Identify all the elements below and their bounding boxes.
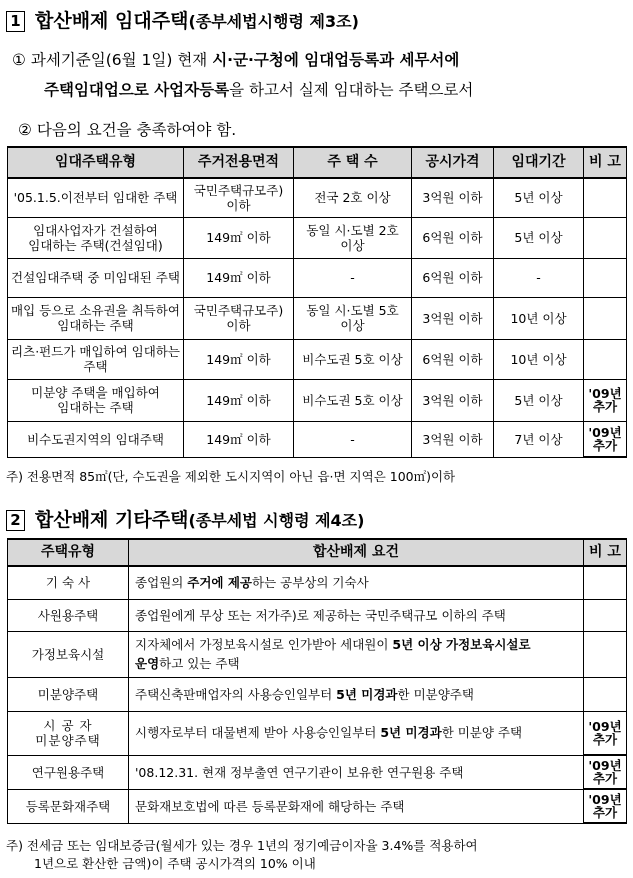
rental-housing-table xyxy=(7,146,627,458)
t1-cell-price: 3억원 이하 xyxy=(412,379,494,421)
para1-text-d: 을 하고서 실제 임대하는 주택으로서 xyxy=(229,81,474,99)
t1-cell-period: 7년 이상 xyxy=(494,421,584,457)
t2-cell-type: 등록문화재주택 xyxy=(8,789,129,823)
t1-cell-price: 6억원 이하 xyxy=(412,258,494,297)
table-row xyxy=(8,339,627,379)
t1-header-note: 비 고 xyxy=(584,147,627,178)
section2-title xyxy=(6,505,364,532)
t1-cell-area: 149㎡ 이하 xyxy=(184,217,294,258)
section1-law-ref: (종부세법시행령 제3조) xyxy=(188,12,359,31)
t1-cell-note xyxy=(584,297,627,339)
t1-cell-count: - xyxy=(294,258,412,297)
t1-header-type: 임대주택유형 xyxy=(8,147,184,178)
table-row xyxy=(8,789,627,823)
section1-para2 xyxy=(18,118,236,140)
t2-cell-req: '08.12.31. 현재 정부출연 연구기관이 보유한 연구원용 주택 xyxy=(129,755,584,789)
t1-cell-note xyxy=(584,339,627,379)
table-row xyxy=(8,178,627,217)
t1-cell-count: 동일 시·도별 2호 이상 xyxy=(294,217,412,258)
t1-cell-note xyxy=(584,258,627,297)
t1-cell-period: 5년 이상 xyxy=(494,178,584,217)
t1-cell-note xyxy=(584,217,627,258)
t2-cell-note: '09년 추가 xyxy=(584,789,627,823)
t2-cell-type: 미분양주택 xyxy=(8,677,129,711)
section1-heading: 합산배제 임대주택 xyxy=(35,10,189,32)
t2-cell-type: 시 공 자 미분양주택 xyxy=(8,711,129,755)
t1-cell-price: 3억원 이하 xyxy=(412,178,494,217)
table-row xyxy=(8,421,627,457)
para2-text: 다음의 요건을 충족하여야 함. xyxy=(36,121,237,139)
section1-para1-line2 xyxy=(44,78,473,100)
t1-cell-type: 건설임대주택 중 미임대된 주택 xyxy=(8,258,184,297)
t1-cell-type: 리츠·펀드가 매입하여 임대하는 주택 xyxy=(8,339,184,379)
table-row xyxy=(8,599,627,631)
table-row xyxy=(8,379,627,421)
t1-header-period: 임대기간 xyxy=(494,147,584,178)
table-row xyxy=(8,217,627,258)
t1-cell-count: 비수도권 5호 이상 xyxy=(294,379,412,421)
t2-cell-req: 문화재보호법에 따른 등록문화재에 해당하는 주택 xyxy=(129,789,584,823)
section2-footnote-line2: 1년으로 환산한 금액)이 주택 공시가격의 10% 이내 xyxy=(34,856,316,871)
table-row xyxy=(8,711,627,755)
table-row xyxy=(8,566,627,599)
table-row xyxy=(8,297,627,339)
t1-cell-note: '09년 추가 xyxy=(584,379,627,421)
t1-cell-count: 동일 시·도별 5호 이상 xyxy=(294,297,412,339)
t1-cell-type: 미분양 주택을 매입하여 임대하는 주택 xyxy=(8,379,184,421)
t2-header-type: 주택유형 xyxy=(8,539,129,566)
t1-cell-period: 5년 이상 xyxy=(494,379,584,421)
para1-marker: ① xyxy=(12,51,26,69)
t1-cell-type: 비수도권지역의 임대주택 xyxy=(8,421,184,457)
section2-number-box: 2 xyxy=(6,510,25,531)
t1-cell-price: 3억원 이하 xyxy=(412,297,494,339)
t2-cell-req: 종업원의 주거에 제공하는 공부상의 기숙사 xyxy=(129,566,584,599)
t1-header-area: 주거전용면적 xyxy=(184,147,294,178)
t1-cell-area: 149㎡ 이하 xyxy=(184,379,294,421)
para2-marker: ② xyxy=(18,121,32,139)
other-housing-table xyxy=(7,538,627,824)
t2-cell-note xyxy=(584,677,627,711)
table-row xyxy=(8,755,627,789)
t2-header-req: 합산배제 요건 xyxy=(129,539,584,566)
table-row xyxy=(8,677,627,711)
t1-cell-area: 국민주택규모주) 이하 xyxy=(184,297,294,339)
t1-cell-price: 6억원 이하 xyxy=(412,217,494,258)
t1-cell-period: 10년 이상 xyxy=(494,339,584,379)
section2-heading: 합산배제 기타주택 xyxy=(35,509,189,531)
t1-cell-type: 임대사업자가 건설하여 임대하는 주택(건설임대) xyxy=(8,217,184,258)
t1-cell-period: - xyxy=(494,258,584,297)
t2-cell-type: 가정보육시설 xyxy=(8,631,129,677)
t1-header-count: 주 택 수 xyxy=(294,147,412,178)
t2-cell-req: 주택신축판매업자의 사용승인일부터 5년 미경과한 미분양주택 xyxy=(129,677,584,711)
t1-cell-area: 149㎡ 이하 xyxy=(184,258,294,297)
t1-cell-count: - xyxy=(294,421,412,457)
para1-text-c: 주택임대업으로 사업자등록 xyxy=(44,81,230,99)
table-row xyxy=(8,631,627,677)
para1-text-b: 시·군·구청에 임대업등록과 세무서에 xyxy=(212,51,460,69)
t2-cell-type: 연구원용주택 xyxy=(8,755,129,789)
t2-cell-note xyxy=(584,631,627,677)
para1-text-a: 과세기준일(6월 1일) 현재 xyxy=(30,51,213,69)
section2-footnote-line1: 주) 전세금 또는 임대보증금(월세가 있는 경우 1년의 정기예금이자율 3.4%를 적용하여 xyxy=(6,838,478,853)
t2-cell-req: 시행자로부터 대물변제 받아 사용승인일부터 5년 미경과한 미분양 주택 xyxy=(129,711,584,755)
t1-cell-period: 5년 이상 xyxy=(494,217,584,258)
t2-cell-note xyxy=(584,566,627,599)
t1-cell-count: 전국 2호 이상 xyxy=(294,178,412,217)
t1-cell-type: '05.1.5.이전부터 임대한 주택 xyxy=(8,178,184,217)
t1-cell-area: 149㎡ 이하 xyxy=(184,339,294,379)
t1-cell-price: 6억원 이하 xyxy=(412,339,494,379)
t2-cell-type: 기 숙 사 xyxy=(8,566,129,599)
section1-title xyxy=(6,6,359,33)
t2-header-note: 비 고 xyxy=(584,539,627,566)
t2-cell-note: '09년 추가 xyxy=(584,711,627,755)
t1-cell-area: 149㎡ 이하 xyxy=(184,421,294,457)
t2-cell-req: 지자체에서 가정보육시설로 인가받아 세대원이 5년 이상 가정보육시설로 운영하고 있는 주택 xyxy=(129,631,584,677)
section1-number-box: 1 xyxy=(6,11,25,32)
t2-cell-type: 사원용주택 xyxy=(8,599,129,631)
t1-cell-type: 매입 등으로 소유권을 취득하여 임대하는 주택 xyxy=(8,297,184,339)
t1-cell-note: '09년 추가 xyxy=(584,421,627,457)
table-row xyxy=(8,258,627,297)
t1-cell-period: 10년 이상 xyxy=(494,297,584,339)
t2-cell-note: '09년 추가 xyxy=(584,755,627,789)
section1-para1-line1 xyxy=(12,48,459,70)
t1-header-price: 공시가격 xyxy=(412,147,494,178)
section2-law-ref: (종부세법 시행령 제4조) xyxy=(188,511,365,530)
t1-cell-count: 비수도권 5호 이상 xyxy=(294,339,412,379)
t1-cell-price: 3억원 이하 xyxy=(412,421,494,457)
section1-footnote: 주) 전용면적 85㎡(단, 수도권을 제외한 도시지역이 아닌 읍·면 지역은 100㎡)이하 xyxy=(6,469,456,484)
t2-cell-note xyxy=(584,599,627,631)
t2-cell-req: 종업원에게 무상 또는 저가주)로 제공하는 국민주택규모 이하의 주택 xyxy=(129,599,584,631)
t1-cell-area: 국민주택규모주) 이하 xyxy=(184,178,294,217)
t1-cell-note xyxy=(584,178,627,217)
